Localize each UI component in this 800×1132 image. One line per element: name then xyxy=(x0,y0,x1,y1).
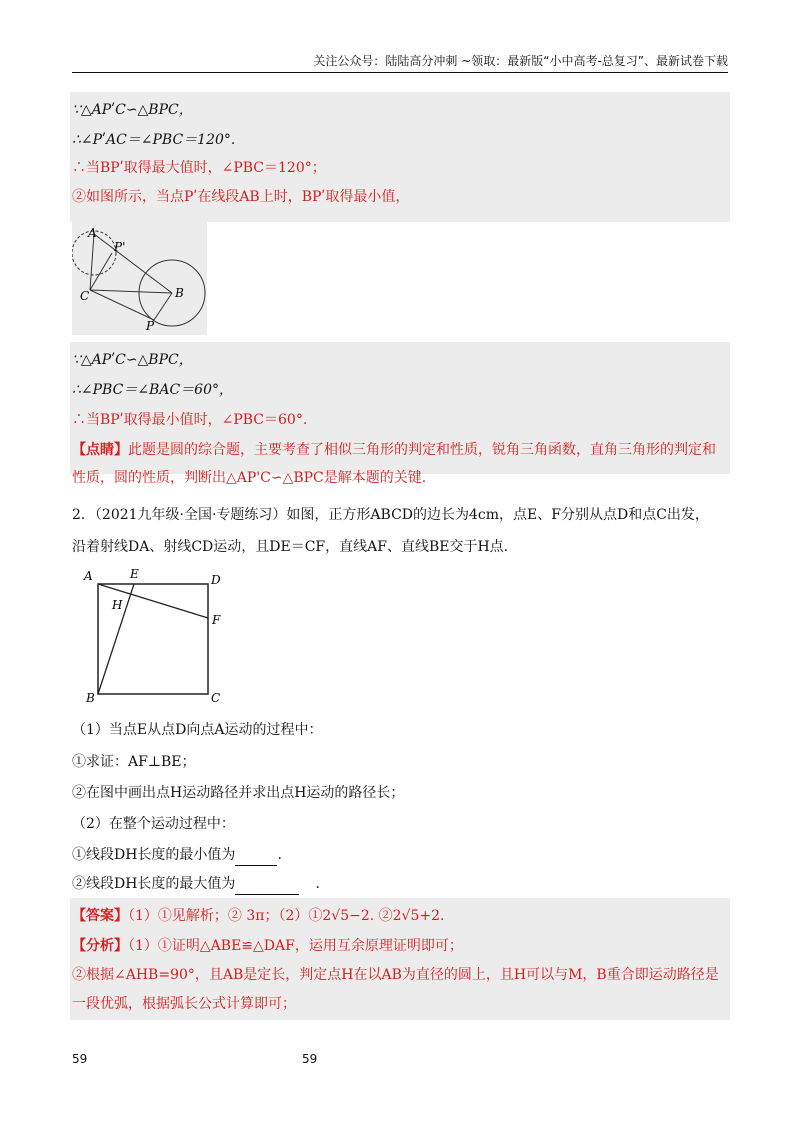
solution-line-2: ∴∠PʹAC＝∠PBC＝120°. xyxy=(72,132,236,148)
analysis-line-2: ②根据∠AHB=90°，且AB是定长，判定点H在以AB为直径的圆上，且H可以与M，B重合即运动路径是 xyxy=(72,967,719,983)
solution-line-7: ∴当BPʹ取得最小值时，∠PBC＝60°. xyxy=(72,412,308,428)
figure-circles xyxy=(72,220,207,335)
answer-line xyxy=(72,906,444,926)
fig2-label-h: H xyxy=(112,598,123,612)
question-1b: ②在图中画出点H运动路径并求出点H运动的路径长； xyxy=(72,785,405,801)
fig2-label-f: F xyxy=(212,613,221,627)
fig1-label-b: B xyxy=(175,286,184,300)
figure-square xyxy=(78,562,238,706)
solution-line-1: ∵△APʹC∽△BPC， xyxy=(72,102,193,118)
solution-line-3: ∴当BPʹ取得最大值时，∠PBC＝120°； xyxy=(72,160,326,176)
question-2a xyxy=(72,845,282,866)
fig1-label-c: C xyxy=(80,289,90,303)
question-2a-end: . xyxy=(277,847,282,863)
analysis-text-1: （1）①证明△ABE≌△DAF，运用互余原理证明即可； xyxy=(128,938,463,954)
question-2b-end: . xyxy=(315,876,320,892)
problem2-stem-1: 2．（2021九年级·全国·专题练习）如图，正方形ABCD的边长为4cm，点E、F分别从点D和点C出发， xyxy=(72,507,709,523)
answer-blank-min xyxy=(235,845,277,866)
fig2-label-b: B xyxy=(86,691,95,705)
page-header: 关注公众号：陆陆高分冲刺 ~领取：最新版“小中高考-总复习”、最新试卷下载 xyxy=(313,54,728,68)
answer-text: （1）①见解析；② 3π；（2）①2√5−2. ②2√5+2. xyxy=(128,908,445,924)
dianjing-line-2: 性质，圆的性质，判断出△AP'C∽△BPC是解本题的关键. xyxy=(72,470,427,486)
dianjing-text-1: 此题是圆的综合题，主要考查了相似三角形的判定和性质，锐角三角函数，直角三角形的判定和 xyxy=(128,442,716,458)
problem2-stem-2: 沿着射线DA、射线CD运动，且DE＝CF，直线AF、直线BE交于H点. xyxy=(72,539,509,555)
question-2b xyxy=(72,874,320,895)
footer-page-center: 59 xyxy=(302,1052,318,1066)
fig2-label-a: A xyxy=(84,569,93,583)
analysis-line-3: 一段优弧，根据弧长公式计算即可； xyxy=(72,996,296,1012)
solution-line-4: ②如图所示，当点Pʹ在线段AB上时，BPʹ取得最小值， xyxy=(72,189,410,205)
header-rule xyxy=(72,72,728,73)
analysis-line-1 xyxy=(72,936,463,956)
solution-line-5: ∵△APʹC∽△BPC， xyxy=(72,352,193,368)
question-1: （1）当点E从点D向点A运动的过程中： xyxy=(72,722,323,738)
fig1-label-p: P xyxy=(146,319,155,333)
fig2-label-e: E xyxy=(130,567,139,581)
question-2: （2）在整个运动过程中： xyxy=(72,816,235,832)
dianjing-line-1 xyxy=(72,440,716,460)
fig2-label-d: D xyxy=(211,573,221,587)
question-2a-text: ①线段DH长度的最小值为 xyxy=(72,847,236,863)
analysis-label: 【分析】 xyxy=(72,938,128,954)
answer-label: 【答案】 xyxy=(72,908,128,924)
solution-line-6: ∴∠PBC＝∠BAC＝60°， xyxy=(72,382,233,398)
fig1-label-p1: P' xyxy=(114,240,126,254)
fig2-label-c: C xyxy=(211,691,221,705)
footer-page-left: 59 xyxy=(72,1052,88,1066)
question-2b-text: ②线段DH长度的最大值为 xyxy=(72,876,236,892)
question-1a: ①求证：AF⊥BE； xyxy=(72,754,196,770)
answer-blank-max xyxy=(235,874,299,895)
dianjing-label: 【点睛】 xyxy=(72,442,128,458)
fig1-label-a: A xyxy=(88,226,97,240)
